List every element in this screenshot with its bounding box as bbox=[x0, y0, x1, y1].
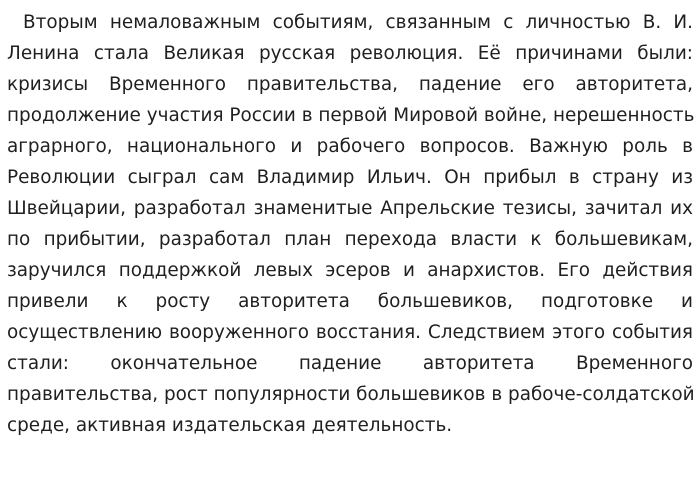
paragraph-line: привели к росту авторитета большевиков, подготовке и bbox=[7, 291, 693, 312]
paragraph-line: стали: окончательное падение авторитета Временного bbox=[7, 353, 693, 374]
paragraph-line: кризисы Временного правительства, падение его авторитета, bbox=[7, 74, 693, 95]
paragraph-line: по прибытии, разработал план перехода власти к большевикам, bbox=[7, 229, 693, 250]
paragraph-line: Революции сыграл сам Владимир Ильич. Он прибыл в страну из bbox=[7, 167, 693, 188]
paragraph-line: Вторым немаловажным событиям, связанным с личностью В. И. bbox=[23, 12, 693, 33]
paragraph-line: среде, активная издательская деятельность. bbox=[7, 415, 453, 436]
paragraph-line: продолжение участия России в первой Мировой войне, нерешенность bbox=[7, 105, 695, 126]
paragraph-line: осуществлению вооруженного восстания. Следствием этого события bbox=[7, 322, 693, 343]
paragraph-line: Швейцарии, разработал знаменитые Апрельские тезисы, зачитал их bbox=[7, 198, 693, 219]
paragraph bbox=[7, 7, 693, 441]
paragraph-line: аграрного, национального и рабочего вопросов. Важную роль в bbox=[7, 136, 693, 157]
paragraph-line: Ленина стала Великая русская революция. Её причинами были: bbox=[7, 43, 693, 64]
paragraph-line: заручился поддержкой левых эсеров и анархистов. Его действия bbox=[7, 260, 693, 281]
paragraph-line: правительства, рост популярности большевиков в рабоче-солдатской bbox=[7, 384, 695, 405]
document-body bbox=[7, 7, 693, 441]
